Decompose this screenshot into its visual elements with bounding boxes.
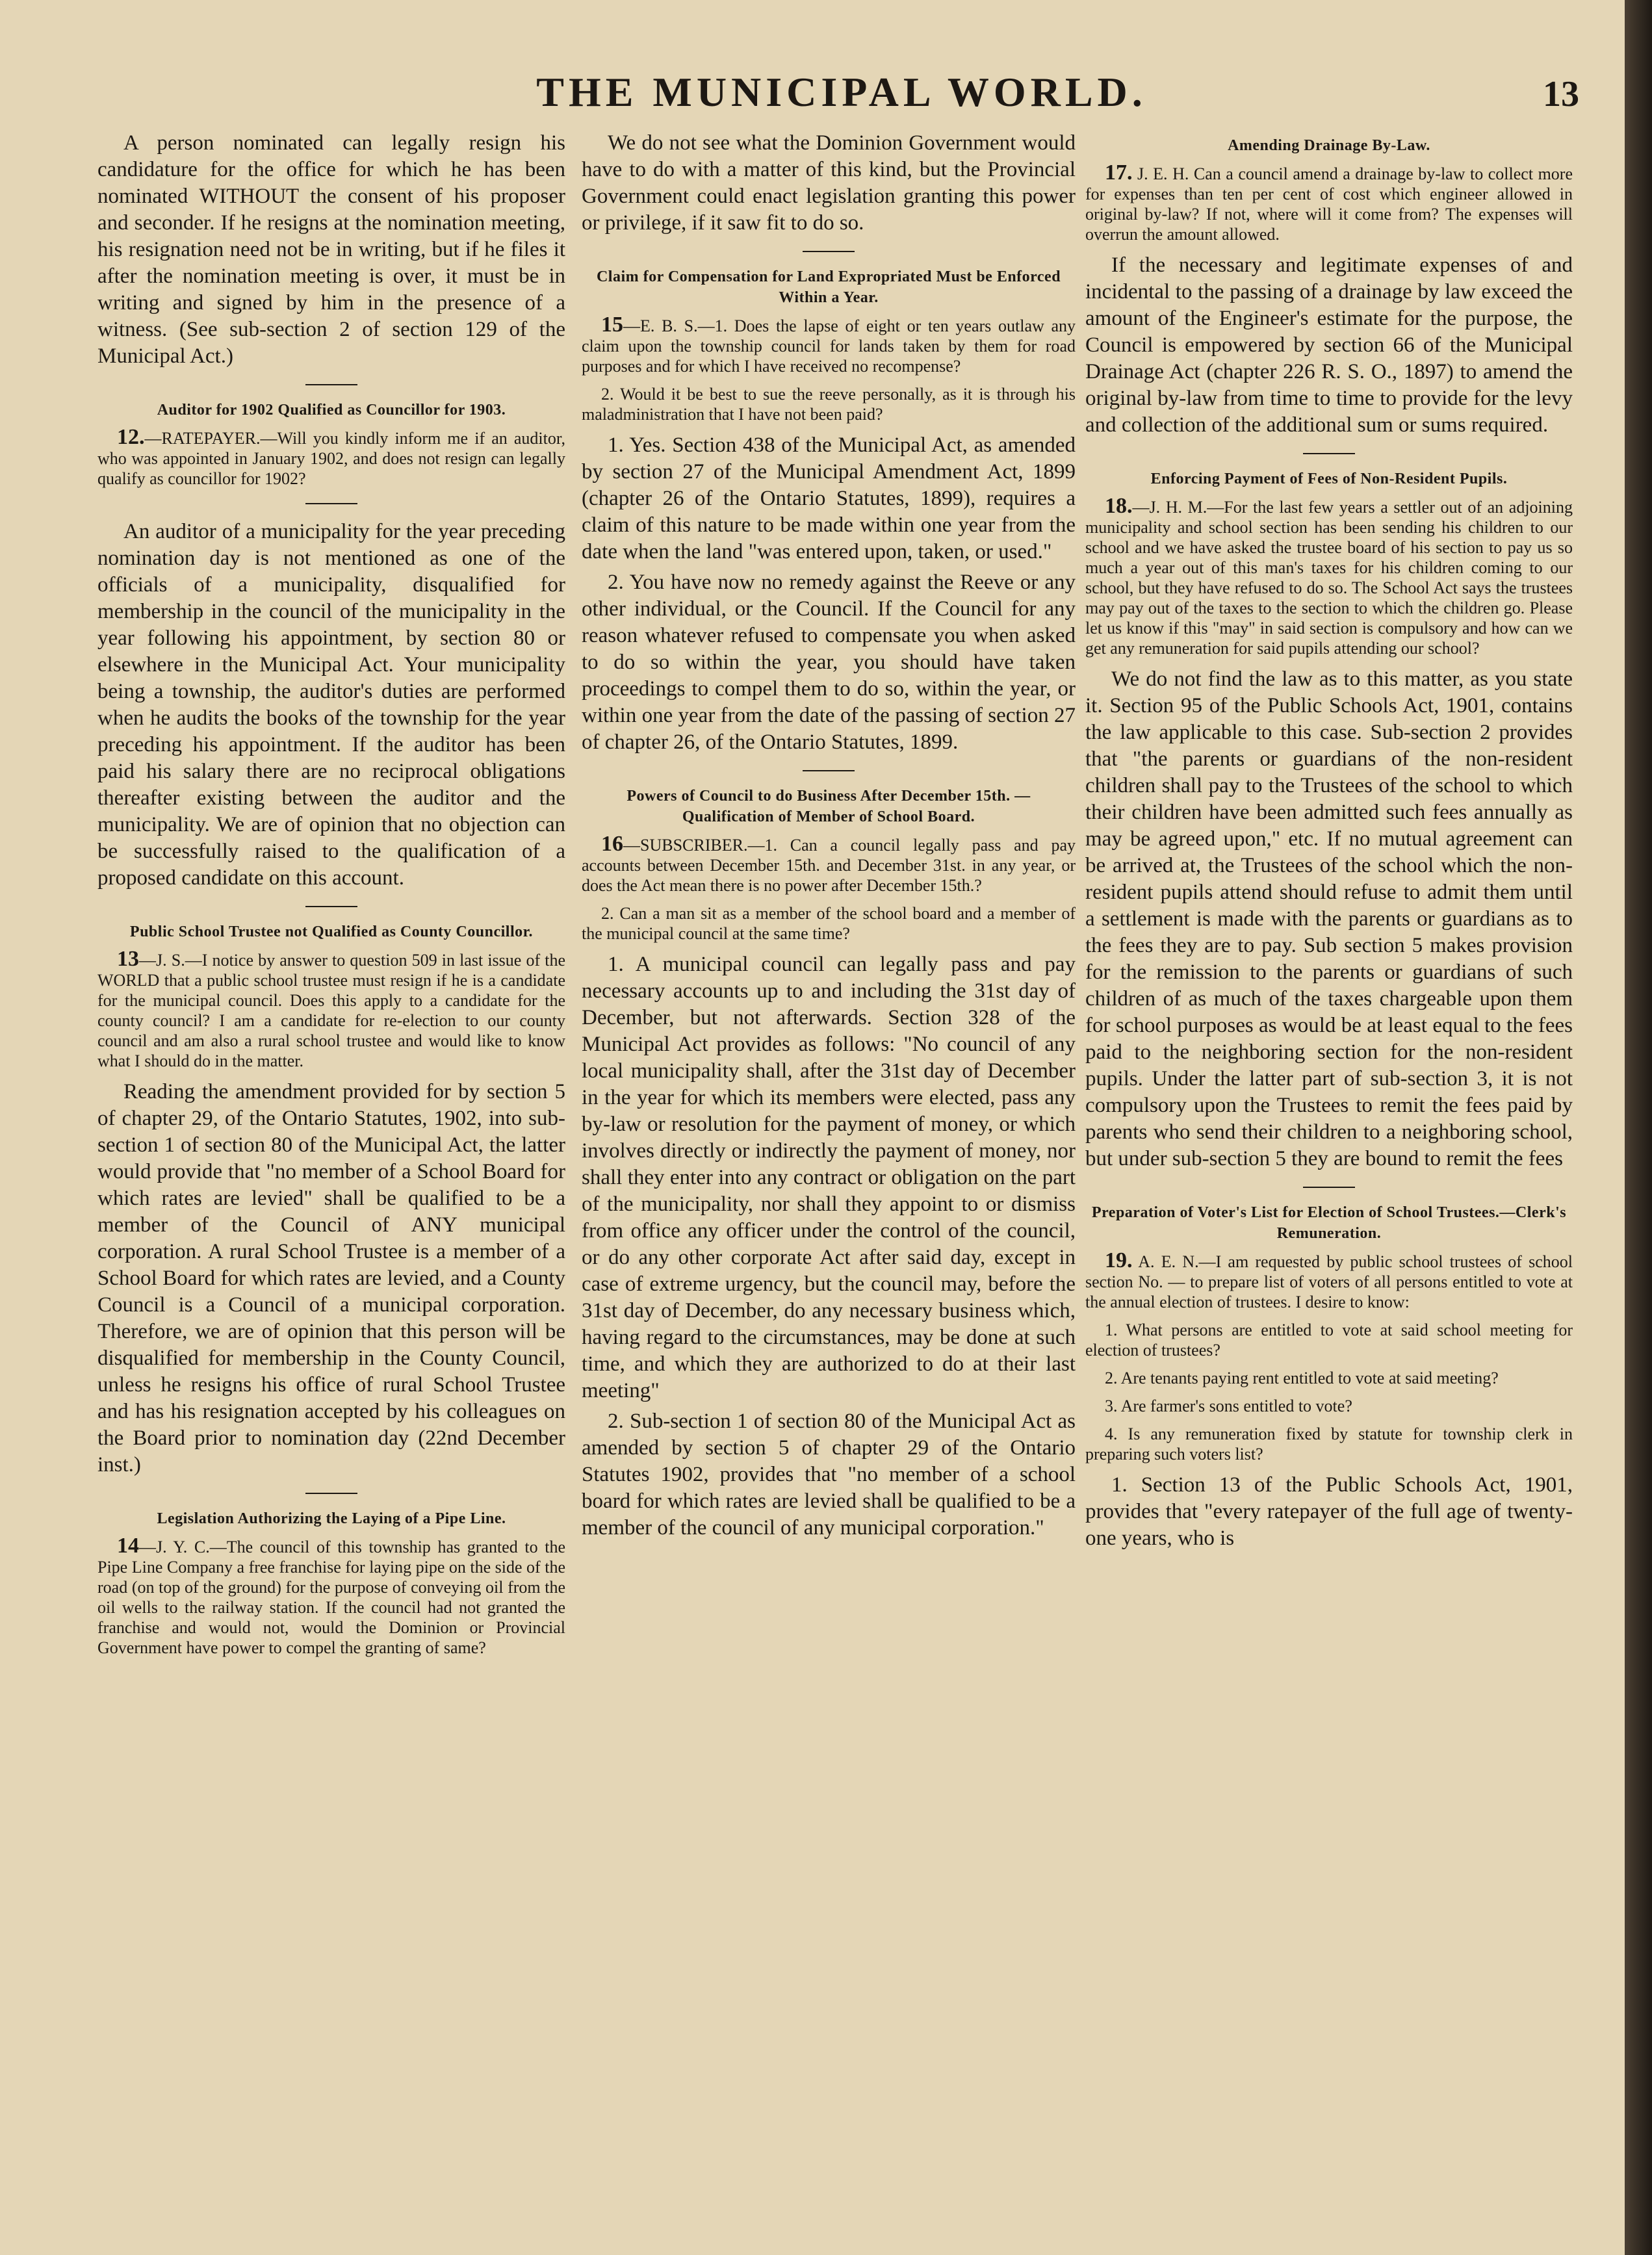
question-14 — [97, 1536, 565, 1658]
question-16 — [582, 834, 1076, 896]
question-15-part-2: 2. Would it be best to sue the reeve personally, as it is through his maladministration that I have not been paid? — [582, 385, 1076, 424]
question-19-item-4: 4. Is any remuneration fixed by statute for township clerk in preparing such voters list? — [1085, 1424, 1573, 1463]
question-text: A. E. N.—I am requested by public school trustees of school section No. — to prepare list of voters of all persons entitled to vote at the annual election of trustees. I desire to know: — [1085, 1252, 1573, 1311]
question-number: 19. — [1105, 1248, 1133, 1272]
answer-12: An auditor of a municipality for the year preceding nomination day is not mentioned as one of the officials of a municipality, disqualified for membership in the council of the municipality in the year following his appointment, by section 80 or elsewhere in the Municipal Act. Your municipality being a township, the auditor's duties are performed when he audits the books of the township for the year preceding his appointment. If the auditor has been paid his salary there are no reciprocal obligations thereafter existing between the auditor and the municipality. We are of opinion that no objection can be successfully raised to the qualification of a proposed candidate on this account. — [97, 520, 565, 890]
question-18 — [1085, 496, 1573, 658]
column-left — [97, 130, 565, 2229]
section-divider — [305, 1493, 357, 1494]
question-number: 12. — [117, 425, 145, 449]
heading-powers: Powers of Council to do Business After December 15th. —Qualification of Member of School Board. — [626, 788, 1031, 825]
page-header — [104, 68, 1579, 127]
question-13 — [97, 949, 565, 1071]
question-19-item-1: 1. What persons are entitled to vote at said school meeting for election of trustees? — [1085, 1321, 1573, 1359]
question-19-item-2: 2. Are tenants paying rent entitled to vote at said meeting? — [1105, 1369, 1499, 1387]
question-17 — [1085, 162, 1573, 244]
question-15 — [582, 315, 1076, 376]
question-19-item-3: 3. Are farmer's sons entitled to vote? — [1105, 1397, 1352, 1415]
section-divider — [1303, 1187, 1355, 1188]
answer-14: We do not see what the Dominion Government would have to do with a matter of this kind, but the Provincial Government could enact legislation granting this power or privilege, if it saw fit to do so. — [582, 131, 1076, 235]
question-text: —E. B. S.—1. Does the lapse of eight or ten years outlaw any claim upon the township council for lands taken by them for road purposes and for which I have received no recompense? — [582, 316, 1076, 376]
question-text: —J. H. M.—For the last few years a settler out of an adjoining municipality and school section has been sending his children to our school and we have asked the trustee board of his section to pay us so much a year out of this man's taxes for his children coming to our school, but they have refused to do so. The School Act says the trustees may pay out of the taxes to the section to which the children go. Please let us know if this "may" in said section is compulsory and how can we get any remuneration for said pupils attending our school? — [1085, 498, 1573, 658]
heading-trustee: Public School Trustee not Qualified as County Councillor. — [129, 923, 534, 940]
section-divider — [305, 503, 357, 504]
paragraph-nomination: A person nominated can legally resign his candidature for the office for which he has been nominated WITHOUT the consent of his proposer and seconder. If he resigns at the nomination meeting, his resignation need not be in writing, but if he files it after the nomination meeting is over, it must be in writing and signed by him in the presence of a witness. (See sub-section 2 of section 129 of the Municipal Act.) — [97, 131, 565, 368]
heading-auditor: Auditor for 1902 Qualified as Councillor for 1903. — [157, 402, 506, 419]
answer-15-part-1: 1. Yes. Section 438 of the Municipal Act, as amended by section 27 of the Municipal Amendment Act, 1899 (chapter 26 of the Ontario Statutes, 1899), requires a claim of this nature to be made within one year from the date when the land "was entered upon, taken, or used." — [582, 433, 1076, 563]
question-text: J. E. H. Can a council amend a drainage by-law to collect more for expenses than ten per cent of cost which engineer allowed in original by-law? If not, where will it come from? The expenses will overrun the amount allowed. — [1085, 164, 1573, 244]
question-text: —SUBSCRIBER.—1. Can a council legally pass and pay accounts between December 15th. and December 31st. in any year, or does the Act mean there is no power after December 15th.? — [582, 836, 1076, 895]
question-16-part-2: 2. Can a man sit as a member of the school board and a member of the municipal council at the same time? — [582, 904, 1076, 943]
answer-16-part-2: 2. Sub-section 1 of section 80 of the Municipal Act as amended by section 5 of chapter 29 of the Ontario Statutes 1902, provides that "no member of a school board for which rates are levied shall be qualified to be a member of the council of any municipal corporation." — [582, 1410, 1076, 1540]
question-text: —J. S.—I notice by answer to question 509 in last issue of the WORLD that a public school trustee must resign if he is a candidate for the municipal council. Does this apply to a candidate for the county council? I am a candidate for re-election to our county council and am also a rural school trustee and would like to know what I should do in the matter. — [97, 951, 565, 1070]
heading-fees: Enforcing Payment of Fees of Non-Resident Pupils. — [1150, 470, 1508, 487]
question-text: —J. Y. C.—The council of this township has granted to the Pipe Line Company a free franchise for laying pipe on the side of the road (on top of the ground) for the purpose of conveying oil from the oil wells to the railway station. If the council had not granted the franchise and would not, would the Dominion or Provincial Government have power to compel the granting of same? — [97, 1538, 565, 1657]
answer-13: Reading the amendment provided for by section 5 of chapter 29, of the Ontario Statutes, 1902, into sub-section 1 of section 80 of the Municipal Act, the latter would provide that "no member of a School Board for which rates are levied" shall be qualified to be a member of the Council of ANY municipal corporation. A rural School Trustee is a member of a School Board for which rates are levied, and a County Council is a Council of a municipal corporation. Therefore, we are of opinion that this person will be disqualified for membership in the County Council, unless he resigns his office of rural School Trustee and has his resignation accepted by his colleagues on the Board prior to nomination day (22nd December inst.) — [97, 1080, 565, 1476]
heading-voters-list: Preparation of Voter's List for Election of School Trustees.—Clerk's Remuneration. — [1091, 1204, 1567, 1242]
heading-pipe-line: Legislation Authorizing the Laying of a Pipe Line. — [157, 1510, 506, 1527]
question-number: 17. — [1105, 161, 1133, 185]
heading-drainage: Amending Drainage By-Law. — [1228, 137, 1430, 154]
question-number: 13 — [117, 947, 139, 971]
answer-18: We do not find the law as to this matter, as you state it. Section 95 of the Public Schools Act, 1901, contains the law applicable to this case. Sub-section 2 provides that "the parents or guardians of the non-resident children shall pay to the Trustees of the school to which their children have been admitted such fees annually as may be agreed upon," etc. If no mutual agreement can be arrived at, the Trustees of the school which the non-resident pupils attend should refuse to admit them until a settlement is made with the parents or guardians as to the fees they are to pay. Sub section 5 makes provision for the remission to the parents or guardians of such children of as much of the taxes chargeable upon them for school purposes as would be at least equal to the fees paid to the neighboring section for the non-resident pupils. Under the latter part of sub-section 3, it is not compulsory upon the Trustees to remit the fees paid by parents who send their children to a neighboring school, but under sub-section 5 they are bound to remit the fees — [1085, 667, 1573, 1170]
question-text: —RATEPAYER.—Will you kindly inform me if an auditor, who was appointed in January 1902, and does not resign can legally qualify as councillor for 1902? — [97, 429, 565, 488]
column-middle — [582, 130, 1076, 2229]
section-divider — [803, 770, 855, 771]
book-binding-edge — [1625, 0, 1652, 2255]
page-title: THE MUNICIPAL WORLD. — [536, 69, 1147, 115]
answer-16-part-1: 1. A municipal council can legally pass and pay necessary accounts up to and including the 31st day of December, but not afterwards. Section 328 of the Municipal Act provides as follows: "No council of any local municipality shall, after the 31st day of December in the year for which its members were elected, pass any by-law or resolution for the payment of money, or which involves directly or indirectly the payment of money, nor shall they enter into any contract or obligation on the part of the municipality, nor shall they appoint to or dismiss from office any officer under the control of the council, or do any other corporate Act after said day, except in case of extreme urgency, but the council may, before the 31st day of December, do any necessary business which, having regard to the circumstances, may be done at such time, and which they are authorized to do at their last meeting" — [582, 953, 1076, 1402]
question-number: 18. — [1105, 494, 1133, 518]
answer-17: If the necessary and legitimate expenses of and incidental to the passing of a drainage by law exceed the amount of the Engineer's estimate for the purpose, the Council is empowered by section 66 of the Municipal Drainage Act (chapter 226 R. S. O., 1897) to amend the original by-law from time to time to provide for the levy and collection of the additional sum or sums required. — [1085, 253, 1573, 437]
question-number: 16 — [601, 832, 623, 856]
question-number: 15 — [601, 313, 623, 337]
page-number: 13 — [1543, 74, 1579, 114]
section-divider — [803, 251, 855, 252]
section-divider — [305, 384, 357, 385]
column-right — [1085, 130, 1573, 2229]
answer-15-part-2: 2. You have now no remedy against the Reeve or any other individual, or the Council. If the Council for any reason whatever refused to compensate you when asked to do so within the year, you should have taken proceedings to compel them to do so, within the year, or within one year from the date of the passing of section 27 of chapter 26, of the Ontario Statutes, 1899. — [582, 571, 1076, 754]
question-19 — [1085, 1250, 1573, 1312]
question-12 — [97, 427, 565, 489]
section-divider — [1303, 453, 1355, 454]
heading-claim: Claim for Compensation for Land Expropriated Must be Enforced Within a Year. — [596, 268, 1061, 306]
question-number: 14 — [117, 1534, 139, 1558]
section-divider — [305, 906, 357, 907]
answer-19-part-1: 1. Section 13 of the Public Schools Act, 1901, provides that "every ratepayer of the full age of twenty-one years, who is — [1085, 1473, 1573, 1550]
